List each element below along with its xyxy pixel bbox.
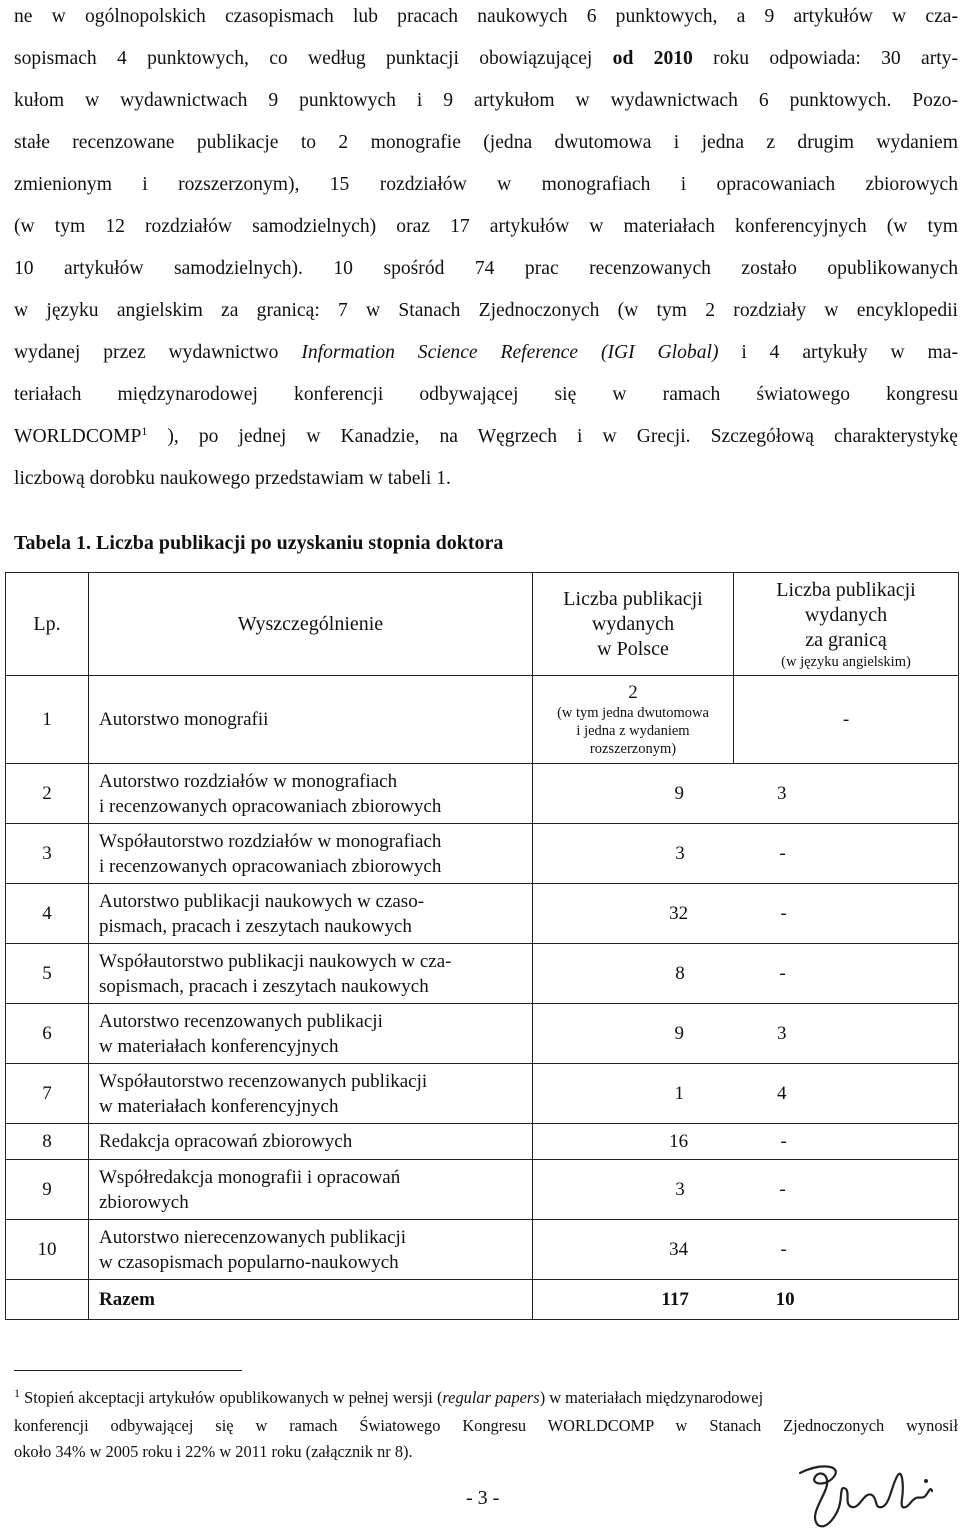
paragraph-line: 10 artykułów samodzielnych). 10 spośród 74 prac recenzowanych zostało opublikowanych [14,258,958,279]
footnote-rule [14,1370,242,1371]
paragraph-line: wydanej przez wydawnictwo Information Science Reference (IGI Global) i 4 artykuły w ma- [14,342,958,363]
paragraph-line: teriałach międzynarodowej konferencji odbywającej się w ramach światowego kongresu [14,384,958,405]
header-abroad: Liczba publikacji wydanych za granicą (w języku angielskim) [734,573,959,676]
table-row: 5 Współautorstwo publikacji naukowych w cza- sopismach, pracach i zeszytach naukowych 8 - [6,944,959,1004]
table-total-row: Razem 117 10 [6,1280,959,1320]
paragraph-line: zmienionym i rozszerzonym), 15 rozdziałów w monografiach i opracowaniach zbiorowych [14,174,958,195]
paragraph-line: stałe recenzowane publikacje to 2 monografie (jedna dwutomowa i jedna z drugim wydaniem [14,132,958,153]
paragraph-line: (w tym 12 rozdziałów samodzielnych) oraz 17 artykułów w materiałach konferencyjnych (w tym [14,216,958,237]
footnote-line: około 34% w 2005 roku i 22% w 2011 roku (załącznik nr 8). [14,1442,413,1461]
table-row: 1 Autorstwo monografii 2 (w tym jedna dwutomowa i jedna z wydaniem rozszerzonym) - [6,676,959,764]
paragraph-line: kułom w wydawnictwach 9 punktowych i 9 artykułom w wydawnictwach 6 punktowych. Pozo- [14,90,958,111]
header-poland: Liczba publikacji wydanych w Polsce [533,573,734,676]
table-row: 4 Autorstwo publikacji naukowych w czaso- pismach, pracach i zeszytach naukowych 32 - [6,884,959,944]
paragraph-line: sopismach 4 punktowych, co według punktacji obowiązującej od 2010 roku odpowiada: 30 arty- [14,48,958,69]
signature-image [780,1455,950,1535]
table-row: 8 Redakcja opracowań zbiorowych 16 - [6,1124,959,1160]
table-row: 3 Współautorstwo rozdziałów w monografiach i recenzowanych opracowaniach zbiorowych 3 - [6,824,959,884]
table-row: 2 Autorstwo rozdziałów w monografiach i recenzowanych opracowaniach zbiorowych 9 3 [6,764,959,824]
table-row: 10 Autorstwo nierecenzowanych publikacji w czasopismach popularno-naukowych 34 - [6,1220,959,1280]
table-header-row [6,573,959,676]
page-number: - 3 - [466,1487,500,1509]
table-row: 9 Współredakcja monografii i opracowań zbiorowych 3 - [6,1160,959,1220]
paragraph-line: liczbową dorobku naukowego przedstawiam w tabeli 1. [14,468,451,489]
table-row: 7 Współautorstwo recenzowanych publikacji w materiałach konferencyjnych 1 4 [6,1064,959,1124]
header-lp: Lp. [6,573,89,676]
header-description: Wyszczególnienie [89,573,533,676]
footnote-line: $^1$ Stopień akceptacji artykułów opublikowanych w pełnej wersji (regular papers) w materiałach międzynarodowej [14,1386,764,1407]
paragraph-line: w języku angielskim za granicą: 7 w Stanach Zjednoczonych (w tym 2 rozdziały w encyklopedii [14,300,958,321]
paragraph-line: WORLDCOMP$^1$ ), po jednej w Kanadzie, na Węgrzech i w Grecji. Szczegółową charakterystykę [14,424,958,447]
paragraph-line: ne w ogólnopolskich czasopismach lub pracach naukowych 6 punktowych, a 9 artykułów w cza- [14,6,958,27]
table-row: 6 Autorstwo recenzowanych publikacji w materiałach konferencyjnych 9 3 [6,1004,959,1064]
footnote-line: konferencji odbywającej się w ramach Światowego Kongresu WORLDCOMP w Stanach Zjednoczonych wynosił [14,1416,958,1435]
footnote-ref[interactable]: 1 [141,424,148,438]
table-caption: Tabela 1. Liczba publikacji po uzyskaniu stopnia doktora [14,532,504,554]
publications-table [5,572,959,1320]
